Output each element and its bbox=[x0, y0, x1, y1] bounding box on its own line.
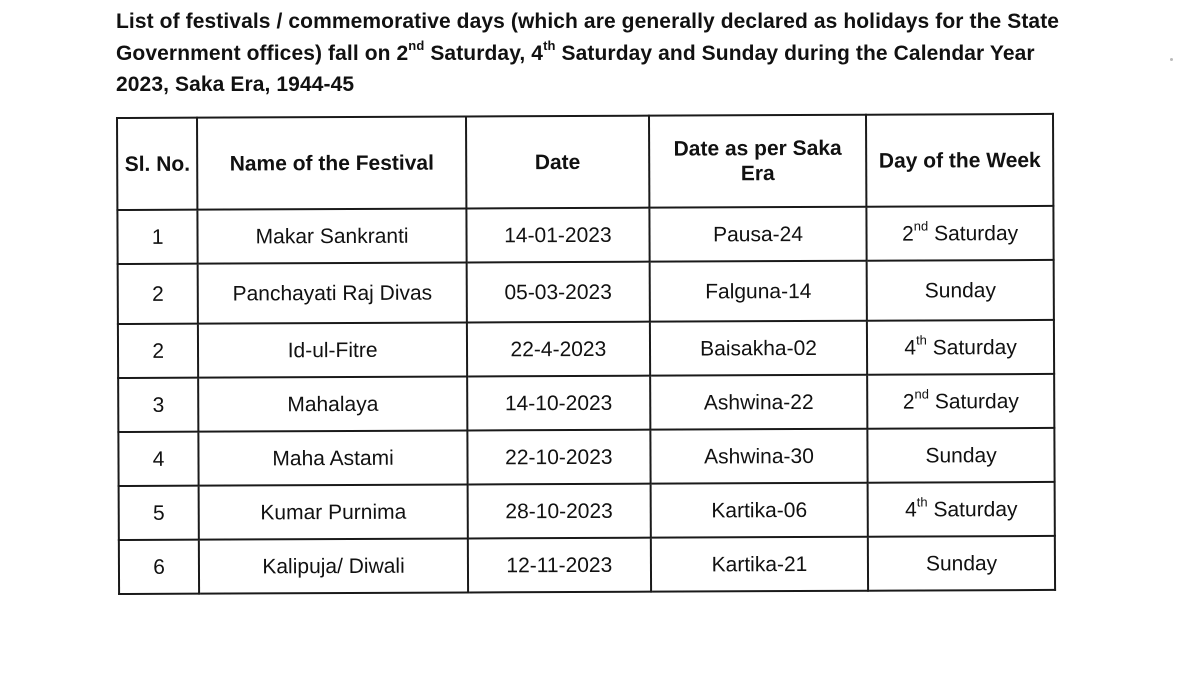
heading-text-part3: Saturday and Sunday during the Calendar Year 2023, Saka Era, 1944-45 bbox=[116, 41, 1035, 96]
table-row bbox=[119, 536, 1055, 594]
table-row bbox=[118, 428, 1054, 486]
cell-saka-date: Pausa-24 bbox=[649, 207, 867, 262]
day-ordinal-number: 4 bbox=[905, 498, 917, 522]
cell-sl-no: 2 bbox=[118, 324, 199, 378]
cell-saka-date: Kartika-21 bbox=[651, 537, 869, 592]
cell-festival-name: Maha Astami bbox=[199, 430, 468, 485]
day-name: Saturday bbox=[928, 389, 1019, 413]
scan-speck bbox=[1170, 58, 1173, 61]
cell-festival-name: Makar Sankranti bbox=[198, 208, 467, 263]
cell-saka-date: Baisakha-02 bbox=[650, 321, 868, 376]
cell-date: 14-01-2023 bbox=[466, 208, 649, 263]
document-heading bbox=[116, 6, 1076, 101]
cell-day-of-week bbox=[867, 260, 1054, 321]
header-day-of-week: Day of the Week bbox=[866, 114, 1053, 207]
heading-text-part2: Saturday, 4 bbox=[424, 41, 544, 65]
day-ordinal-suffix: th bbox=[916, 493, 928, 510]
cell-date: 22-4-2023 bbox=[467, 322, 650, 377]
day-name: Sunday bbox=[925, 443, 997, 467]
cell-saka-date: Ashwina-22 bbox=[650, 375, 868, 430]
header-sl-no: Sl. No. bbox=[117, 118, 198, 210]
table-row bbox=[117, 206, 1053, 264]
cell-sl-no: 6 bbox=[119, 540, 200, 594]
header-festival-name: Name of the Festival bbox=[197, 116, 466, 209]
cell-festival-name: Kumar Purnima bbox=[199, 484, 468, 539]
table-body bbox=[117, 206, 1055, 594]
cell-saka-date: Kartika-06 bbox=[650, 483, 868, 538]
cell-sl-no: 5 bbox=[119, 486, 200, 540]
day-name: Saturday bbox=[926, 335, 1017, 359]
day-ordinal-number: 2 bbox=[902, 390, 915, 414]
table-row bbox=[118, 320, 1054, 378]
day-name: Sunday bbox=[925, 551, 998, 575]
cell-festival-name: Mahalaya bbox=[198, 376, 467, 431]
table-row bbox=[119, 482, 1055, 540]
cell-day-of-week bbox=[868, 428, 1055, 483]
header-date: Date bbox=[466, 116, 649, 209]
heading-text-part1: List of festivals / commemorative days (which are generally declared as holidays for the State Government offices) fall on 2 bbox=[116, 10, 1060, 65]
header-saka-date: Date as per Saka Era bbox=[649, 115, 867, 208]
cell-date: 22-10-2023 bbox=[467, 430, 650, 485]
cell-day-of-week bbox=[868, 482, 1055, 537]
cell-date: 28-10-2023 bbox=[468, 484, 651, 539]
day-name: Saturday bbox=[927, 497, 1018, 521]
cell-festival-name: Panchayati Raj Divas bbox=[198, 262, 467, 323]
day-name: Saturday bbox=[928, 221, 1019, 245]
cell-day-of-week bbox=[867, 206, 1054, 261]
heading-superscript-nd: nd bbox=[408, 37, 425, 53]
day-ordinal-number: 4 bbox=[904, 336, 917, 360]
cell-date: 12-11-2023 bbox=[468, 538, 651, 593]
cell-day-of-week bbox=[868, 536, 1055, 591]
cell-day-of-week bbox=[867, 374, 1054, 429]
cell-sl-no: 4 bbox=[118, 432, 199, 486]
table-header-row bbox=[117, 114, 1053, 210]
day-ordinal-suffix: nd bbox=[913, 217, 929, 234]
day-ordinal-suffix: nd bbox=[914, 385, 929, 402]
day-ordinal-suffix: th bbox=[916, 331, 927, 348]
table-row bbox=[118, 374, 1054, 432]
day-name: Sunday bbox=[924, 278, 997, 302]
cell-festival-name: Kalipuja/ Diwali bbox=[199, 538, 468, 593]
cell-date: 14-10-2023 bbox=[467, 376, 650, 431]
cell-date: 05-03-2023 bbox=[467, 262, 650, 323]
cell-saka-date: Ashwina-30 bbox=[650, 429, 868, 484]
cell-saka-date: Falguna-14 bbox=[649, 261, 867, 322]
day-ordinal-number: 2 bbox=[902, 222, 914, 246]
cell-sl-no: 3 bbox=[118, 378, 199, 432]
cell-day-of-week bbox=[867, 320, 1054, 375]
table-row bbox=[118, 260, 1054, 324]
heading-superscript-th: th bbox=[543, 37, 556, 53]
cell-sl-no: 1 bbox=[117, 210, 198, 264]
holiday-table bbox=[116, 113, 1056, 595]
cell-festival-name: Id-ul-Fitre bbox=[198, 322, 467, 377]
cell-sl-no: 2 bbox=[118, 264, 199, 324]
